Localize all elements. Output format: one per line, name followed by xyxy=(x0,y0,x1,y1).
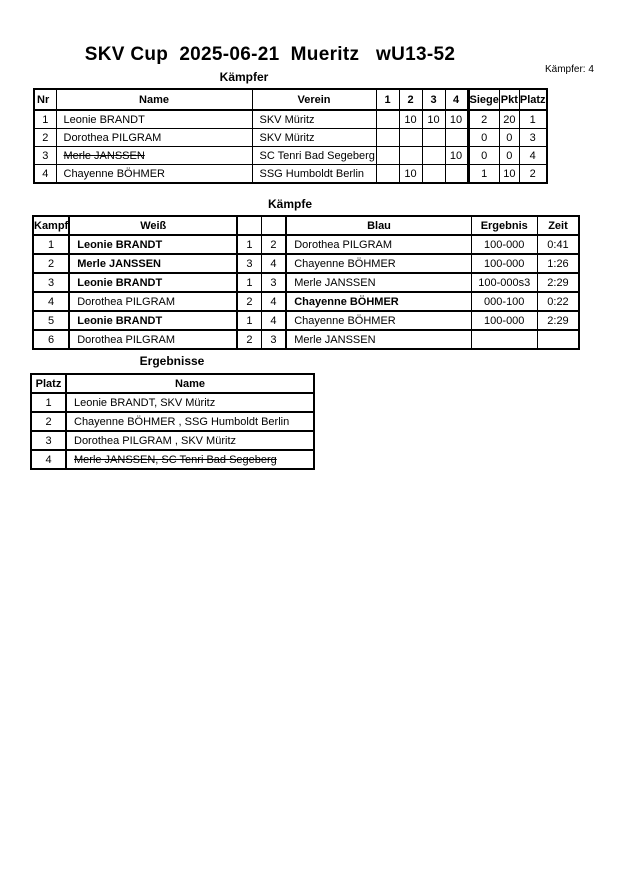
column-header-verein: Verein xyxy=(252,89,376,110)
cell-zeit: 0:22 xyxy=(537,292,579,311)
column-header-zeit: Zeit xyxy=(537,216,579,235)
cell-zeit: 0:41 xyxy=(537,235,579,254)
table-row xyxy=(31,431,314,450)
cell-weiss-nr: 3 xyxy=(237,254,261,273)
cell-blau: Merle JANSSEN xyxy=(286,330,471,349)
cell-round3 xyxy=(422,165,445,184)
table-row xyxy=(33,292,579,311)
cell-round2: 10 xyxy=(399,110,422,129)
table-row xyxy=(34,129,547,147)
cell-name: Leonie BRANDT, SKV Müritz xyxy=(66,393,314,412)
cell-name: Leonie BRANDT xyxy=(56,110,252,129)
kaempfe-table xyxy=(32,215,580,350)
cell-kampf: 1 xyxy=(33,235,69,254)
section-title-ergebnisse: Ergebnisse xyxy=(139,354,205,368)
cell-zeit: 2:29 xyxy=(537,311,579,330)
column-header-weiss: Weiß xyxy=(69,216,237,235)
cell-weiss-winner: Leonie BRANDT xyxy=(69,235,237,254)
column-header-name: Name xyxy=(56,89,252,110)
cell-blau-nr: 3 xyxy=(261,330,286,349)
cell-kampf: 3 xyxy=(33,273,69,292)
cell-kampf: 4 xyxy=(33,292,69,311)
cell-pkt: 0 xyxy=(499,147,519,165)
cell-round1 xyxy=(376,129,399,147)
cell-round3 xyxy=(422,147,445,165)
cell-platz: 2 xyxy=(31,412,66,431)
column-header-ergebnis: Ergebnis xyxy=(471,216,537,235)
cell-blau-nr: 4 xyxy=(261,254,286,273)
cell-blau-winner: Chayenne BÖHMER xyxy=(286,292,471,311)
cell-blau: Merle JANSSEN xyxy=(286,273,471,292)
cell-round3 xyxy=(422,129,445,147)
cell-verein: SKV Müritz xyxy=(252,129,376,147)
cell-round2 xyxy=(399,147,422,165)
table-row xyxy=(33,273,579,292)
cell-round4 xyxy=(445,129,468,147)
cell-weiss-nr: 1 xyxy=(237,273,261,292)
cell-platz: 3 xyxy=(519,129,546,147)
cell-round4 xyxy=(445,165,468,184)
cell-kampf: 6 xyxy=(33,330,69,349)
cell-round4: 10 xyxy=(445,110,468,129)
column-header-blau-nr xyxy=(261,216,286,235)
cell-name-struck: Merle JANSSEN xyxy=(56,147,252,165)
cell-kampf: 2 xyxy=(33,254,69,273)
column-header-pkt: Pkt xyxy=(499,89,519,110)
cell-weiss-nr: 2 xyxy=(237,330,261,349)
cell-round2 xyxy=(399,129,422,147)
kaempfer-header-row xyxy=(34,89,547,110)
cell-ergebnis: 100-000 xyxy=(471,235,537,254)
cell-siege: 2 xyxy=(468,110,499,129)
cell-blau-nr: 4 xyxy=(261,292,286,311)
cell-verein: SKV Müritz xyxy=(252,110,376,129)
table-row xyxy=(33,254,579,273)
cell-pkt: 0 xyxy=(499,129,519,147)
cell-zeit: 1:26 xyxy=(537,254,579,273)
column-header-nr: Nr xyxy=(34,89,56,110)
cell-kampf: 5 xyxy=(33,311,69,330)
cell-weiss-winner: Leonie BRANDT xyxy=(69,273,237,292)
column-header-name: Name xyxy=(66,374,314,393)
cell-platz: 3 xyxy=(31,431,66,450)
table-row xyxy=(33,330,579,349)
cell-name-struck: Merle JANSSEN, SC Tenri Bad Segeberg xyxy=(66,450,314,469)
cell-weiss-winner: Leonie BRANDT xyxy=(69,311,237,330)
cell-platz: 4 xyxy=(31,450,66,469)
cell-platz: 1 xyxy=(519,110,546,129)
cell-zeit: 2:29 xyxy=(537,273,579,292)
ergebnisse-header-row xyxy=(31,374,314,393)
cell-zeit xyxy=(537,330,579,349)
cell-ergebnis: 100-000 xyxy=(471,254,537,273)
cell-nr: 4 xyxy=(34,165,56,184)
fighter-count-label: Kämpfer: 4 xyxy=(545,64,594,75)
kaempfe-header-row xyxy=(33,216,579,235)
page-title: SKV Cup 2025-06-21 Mueritz wU13-52 xyxy=(84,44,456,65)
table-row xyxy=(31,450,314,469)
table-row xyxy=(31,393,314,412)
cell-weiss-nr: 2 xyxy=(237,292,261,311)
cell-pkt: 10 xyxy=(499,165,519,184)
cell-weiss-nr: 1 xyxy=(237,235,261,254)
section-title-kaempfe: Kämpfe xyxy=(267,197,312,211)
cell-ergebnis: 000-100 xyxy=(471,292,537,311)
cell-round3: 10 xyxy=(422,110,445,129)
column-header-weiss-nr xyxy=(237,216,261,235)
section-title-kaempfer: Kämpfer xyxy=(219,70,269,84)
column-header-kampf: Kampf xyxy=(33,216,69,235)
cell-name: Chayenne BÖHMER , SSG Humboldt Berlin xyxy=(66,412,314,431)
column-header-round1: 1 xyxy=(376,89,399,110)
column-header-platz: Platz xyxy=(519,89,546,110)
column-header-blau: Blau xyxy=(286,216,471,235)
column-header-platz: Platz xyxy=(31,374,66,393)
cell-blau: Dorothea PILGRAM xyxy=(286,235,471,254)
cell-platz: 4 xyxy=(519,147,546,165)
cell-ergebnis: 100-000s3 xyxy=(471,273,537,292)
cell-blau: Chayenne BÖHMER xyxy=(286,311,471,330)
cell-weiss: Dorothea PILGRAM xyxy=(69,292,237,311)
cell-name: Chayenne BÖHMER xyxy=(56,165,252,184)
table-row xyxy=(34,147,547,165)
cell-blau: Chayenne BÖHMER xyxy=(286,254,471,273)
cell-siege: 0 xyxy=(468,147,499,165)
cell-name: Dorothea PILGRAM xyxy=(56,129,252,147)
table-row xyxy=(33,235,579,254)
table-row xyxy=(34,110,547,129)
cell-round1 xyxy=(376,165,399,184)
cell-round2: 10 xyxy=(399,165,422,184)
table-row xyxy=(33,311,579,330)
cell-name: Dorothea PILGRAM , SKV Müritz xyxy=(66,431,314,450)
cell-siege: 0 xyxy=(468,129,499,147)
cell-ergebnis xyxy=(471,330,537,349)
column-header-round4: 4 xyxy=(445,89,468,110)
cell-weiss-winner: Merle JANSSEN xyxy=(69,254,237,273)
kaempfer-table xyxy=(33,88,548,184)
cell-weiss-nr: 1 xyxy=(237,311,261,330)
cell-verein: SC Tenri Bad Segeberg xyxy=(252,147,376,165)
column-header-round2: 2 xyxy=(399,89,422,110)
cell-pkt: 20 xyxy=(499,110,519,129)
cell-verein: SSG Humboldt Berlin xyxy=(252,165,376,184)
cell-blau-nr: 3 xyxy=(261,273,286,292)
cell-platz: 1 xyxy=(31,393,66,412)
column-header-round3: 3 xyxy=(422,89,445,110)
cell-platz: 2 xyxy=(519,165,546,184)
cell-blau-nr: 4 xyxy=(261,311,286,330)
cell-weiss: Dorothea PILGRAM xyxy=(69,330,237,349)
cell-round1 xyxy=(376,110,399,129)
cell-round1 xyxy=(376,147,399,165)
cell-nr: 2 xyxy=(34,129,56,147)
cell-siege: 1 xyxy=(468,165,499,184)
ergebnisse-table xyxy=(30,373,315,470)
cell-nr: 1 xyxy=(34,110,56,129)
column-header-siege: Siege xyxy=(468,89,499,110)
cell-round4: 10 xyxy=(445,147,468,165)
cell-nr: 3 xyxy=(34,147,56,165)
table-row xyxy=(31,412,314,431)
cell-ergebnis: 100-000 xyxy=(471,311,537,330)
cell-blau-nr: 2 xyxy=(261,235,286,254)
table-row xyxy=(34,165,547,184)
